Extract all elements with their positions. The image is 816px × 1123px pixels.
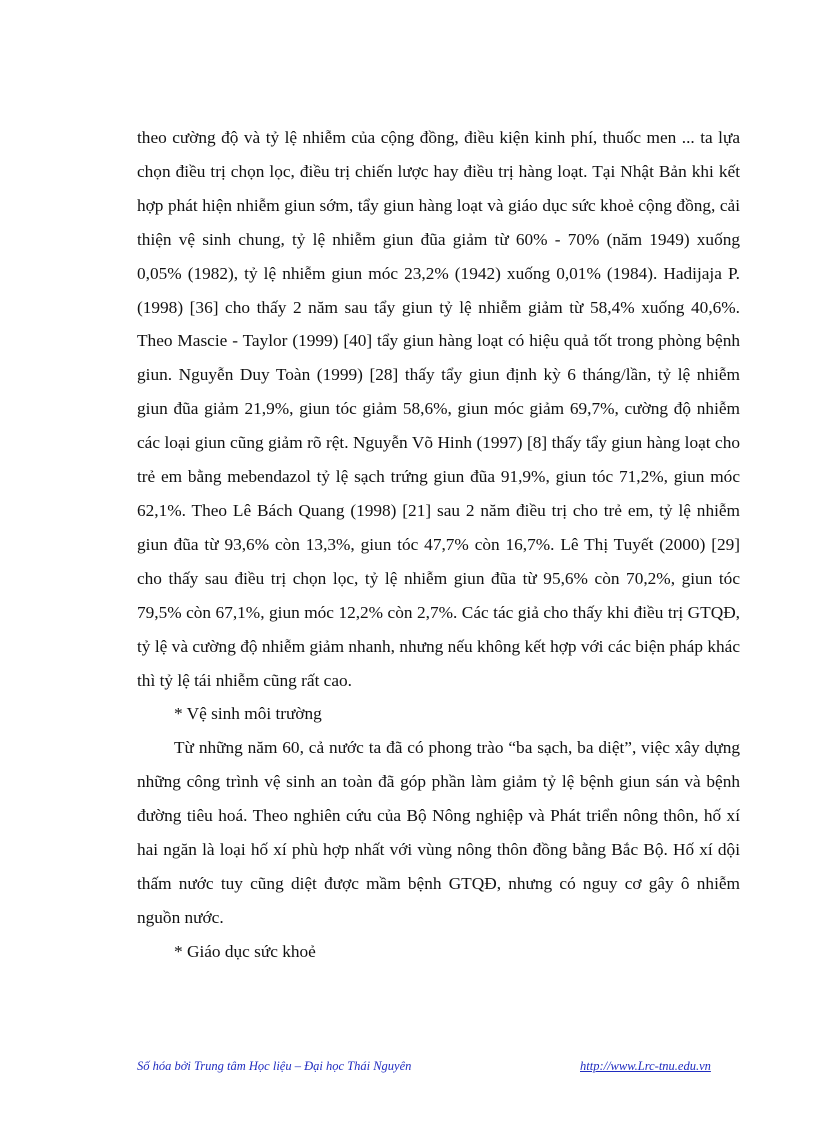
page-footer <box>137 1059 740 1079</box>
section-heading-environmental-sanitation: * Vệ sinh môi trường <box>174 704 322 724</box>
body-paragraph: Từ những năm 60, cả nước ta đã có phong trào “ba sạch, ba diệt”, việc xây dựng những công trình vệ sinh an toàn đã góp phần làm giảm tỷ lệ bệnh giun sán và bệnh đường tiêu hoá. Theo nghiên cứu của Bộ Nông nghiệp và Phát triển nông thôn, hố xí hai ngăn là loại hố xí phù hợp nhất với vùng nông thôn đồng bằng Bắc Bộ. Hố xí dội thấm nước tuy cũng diệt được mầm bệnh GTQĐ, nhưng có nguy cơ gây ô nhiễm nguồn nước. <box>137 738 740 927</box>
body-paragraph: theo cường độ và tỷ lệ nhiễm của cộng đồng, điều kiện kinh phí, thuốc men ... ta lựa chọn điều trị chọn lọc, điều trị chiến lược hay điều trị hàng loạt. Tại Nhật Bản khi kết hợp phát hiện nhiễm giun sớm, tẩy giun hàng loạt và giáo dục sức khoẻ cộng đồng, cải thiện vệ sinh chung, tỷ lệ nhiễm giun đũa giảm từ 60% - 70% (năm 1949) xuống 0,05% (1982), tỷ lệ nhiễm giun móc 23,2% (1942) xuống 0,01% (1984). Hadijaja P. (1998) [36] cho thấy 2 năm sau tẩy giun tỷ lệ nhiễm giảm từ 58,4% xuống 40,6%. Theo Mascie - Taylor (1999) [40] tẩy giun hàng loạt có hiệu quả tốt trong phòng bệnh giun. Nguyễn Duy Toàn (1999) [28] thấy tẩy giun định kỳ 6 tháng/lần, tỷ lệ nhiễm giun đũa giảm 21,9%, giun tóc giảm 58,6%, giun móc giảm 69,7%, cường độ nhiễm các loại giun cũng giảm rõ rệt. Nguyễn Võ Hinh (1997) [8] thấy tẩy giun hàng loạt cho trẻ em bằng mebendazol tỷ lệ sạch trứng giun đũa 91,9%, giun tóc 71,2%, giun móc 62,1%. Theo Lê Bách Quang (1998) [21] sau 2 năm điều trị cho trẻ em, tỷ lệ nhiễm giun đũa từ 93,6% còn 13,3%, giun tóc 47,7% còn 16,7%. Lê Thị Tuyết (2000) [29] cho thấy sau điều trị chọn lọc, tỷ lệ nhiễm giun đũa từ 95,6% còn 70,2%, giun tóc 79,5% còn 67,1%, giun móc 12,2% còn 2,7%. Các tác giả cho thấy khi điều trị GTQĐ, tỷ lệ và cường độ nhiễm giảm nhanh, nhưng nếu không kết hợp với các biện pháp khác thì tỷ lệ tái nhiễm cũng rất cao. <box>137 128 740 690</box>
footer-website-link[interactable]: http://www.Lrc-tnu.edu.vn <box>580 1059 711 1073</box>
footer-digitized-by: Số hóa bởi Trung tâm Học liệu – Đại học Thái Nguyên <box>137 1059 412 1073</box>
document-body <box>137 121 740 969</box>
section-heading-health-education: * Giáo dục sức khoẻ <box>174 941 316 961</box>
